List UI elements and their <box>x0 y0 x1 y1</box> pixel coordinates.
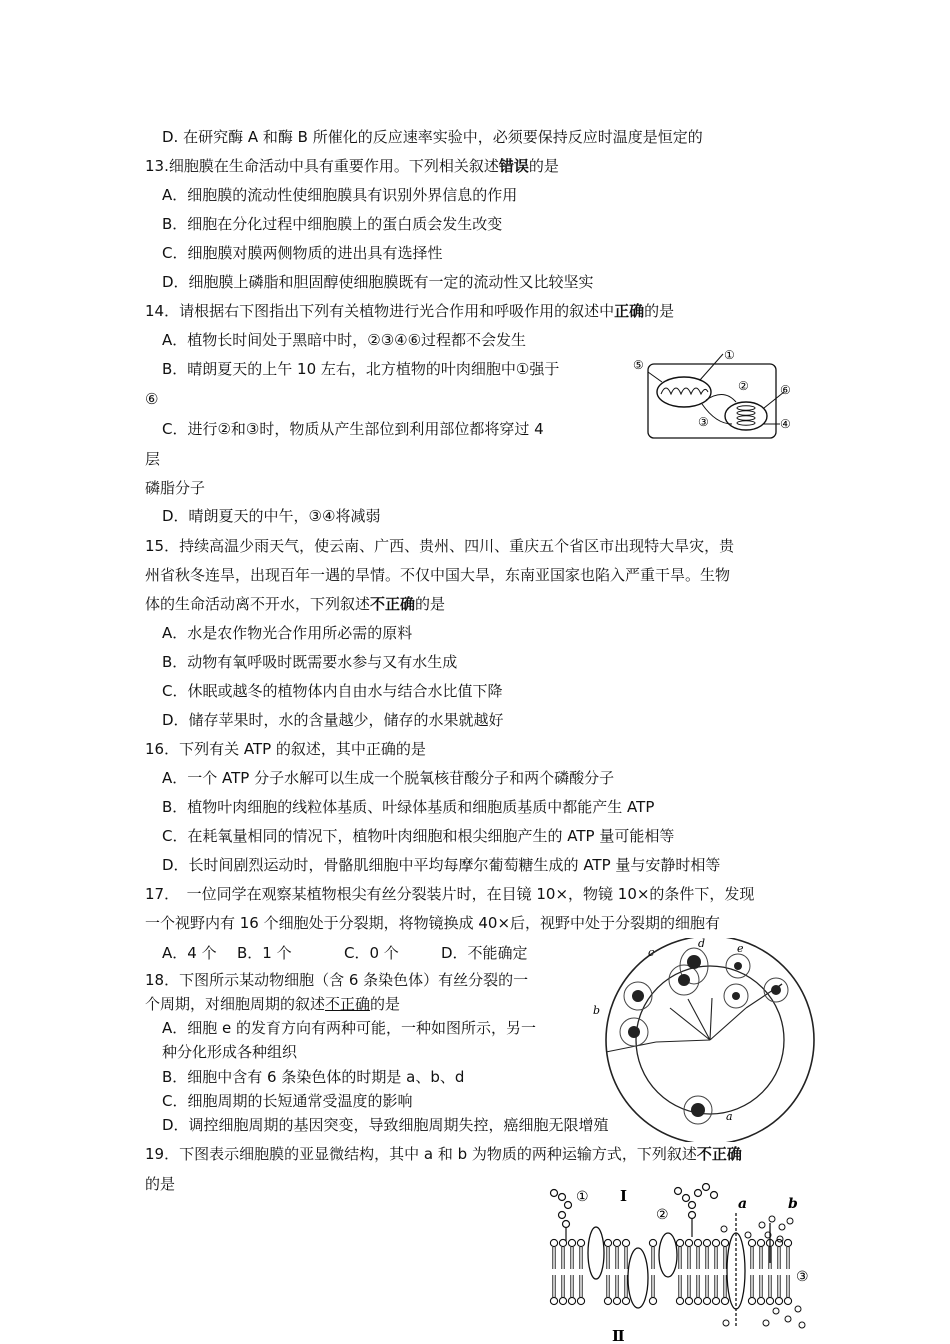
q18-cell-cycle-diagram <box>586 938 822 1142</box>
q18-option-c: C．细胞周期的长短通常受温度的影响 <box>162 1092 413 1110</box>
phospholipid-head <box>748 1239 755 1246</box>
q18-label-d: d <box>698 938 706 950</box>
q14-stem-a: 14．请根据右下图指出下列有关植物进行光合作用和呼吸作用的叙述中 <box>145 302 615 320</box>
q14-option-b-line1: B．晴朗夏天的上午 10 左右，北方植物的叶肉细胞中①强于 <box>162 360 560 378</box>
phospholipid-head <box>577 1239 584 1246</box>
phospholipid-head <box>748 1297 755 1304</box>
phospholipid-head <box>721 1297 728 1304</box>
q13-option-b: B．细胞在分化过程中细胞膜上的蛋白质会发生改变 <box>162 215 503 233</box>
q19-line1-emphasis: 不正确 <box>696 1145 742 1163</box>
phospholipid-head <box>712 1297 719 1304</box>
phospholipid-head <box>775 1297 782 1304</box>
q18-line2-emphasis: 不正确 <box>325 995 371 1013</box>
q15-line3-a: 体的生命活动离不开水，下列叙述 <box>145 595 371 613</box>
q15-option-c: C．休眠或越冬的植物体内自由水与结合水比值下降 <box>162 682 503 700</box>
chloroplast <box>725 402 767 430</box>
q14-stem-emphasis: 正确 <box>614 302 645 320</box>
phospholipid-head <box>721 1239 728 1246</box>
cell-outline <box>648 364 776 438</box>
q19-label-I: Ⅰ <box>620 1187 628 1205</box>
phospholipid-head <box>622 1239 629 1246</box>
q18-label-a: a <box>726 1110 733 1123</box>
phospholipid-head <box>568 1239 575 1246</box>
q18-label-c: c <box>648 946 655 959</box>
phospholipid-head <box>550 1239 557 1246</box>
phospholipid-head <box>685 1239 692 1246</box>
q18-line2-b: 的是 <box>370 995 401 1013</box>
q14-option-c-line3: 磷脂分子 <box>145 479 206 497</box>
q19-label-1: ① <box>576 1189 589 1205</box>
q15-line1: 15．持续高温少雨天气，使云南、广西、贵州、四川、重庆五个省区市出现特大旱灾，贵 <box>145 537 735 555</box>
q17-option-c: C．0 个 <box>344 944 399 962</box>
q19-label-3: ③ <box>796 1269 809 1285</box>
q19-line1 <box>145 1144 742 1164</box>
phospholipid-head <box>766 1297 773 1304</box>
q15-option-a: A．水是农作物光合作用所必需的原料 <box>162 624 413 642</box>
q16-stem: 16．下列有关 ATP 的叙述，其中正确的是 <box>145 740 426 758</box>
q13-stem-b: 的是 <box>528 157 559 175</box>
q14-label-2: ② <box>738 379 749 393</box>
q18-option-b: B．细胞中含有 6 条染色体的时期是 a、b、d <box>162 1068 465 1086</box>
q19-membrane-diagram <box>540 1183 820 1344</box>
q13-stem-emphasis: 错误 <box>498 157 529 175</box>
q19-line1-a: 19．下图表示细胞膜的亚显微结构，其中 a 和 b 为物质的两种运输方式，下列叙述 <box>145 1145 697 1163</box>
q14-label-4: ④ <box>780 417 791 431</box>
phospholipid-head <box>757 1297 764 1304</box>
dividing-cells <box>620 948 788 1124</box>
mitochondrion <box>657 377 711 407</box>
q13-option-c: C．细胞膜对膜两侧物质的进出具有选择性 <box>162 244 443 262</box>
q14-option-a: A．植物长时间处于黑暗中时，②③④⑥过程都不会发生 <box>162 331 527 349</box>
q16-option-c: C．在耗氧量相同的情况下，植物叶肉细胞和根尖细胞产生的 ATP 量可能相等 <box>162 827 675 845</box>
q14-label-1: ① <box>724 348 735 362</box>
q15-line3 <box>145 594 445 614</box>
phospholipid-head <box>559 1297 566 1304</box>
phospholipid-head <box>649 1297 656 1304</box>
phospholipid-head <box>577 1297 584 1304</box>
q14-cell-diagram <box>628 342 803 444</box>
q12-option-d: D. 在研究酶 A 和酶 B 所催化的反应速率实验中，必须要保持反应时温度是恒定的 <box>162 128 703 146</box>
q13-option-d: D．细胞膜上磷脂和胆固醇使细胞膜既有一定的流动性又比较坚实 <box>162 273 594 291</box>
q15-option-d: D．储存苹果时，水的含量越少，储存的水果就越好 <box>162 711 504 729</box>
q13-option-a: A．细胞膜的流动性使细胞膜具有识别外界信息的作用 <box>162 186 518 204</box>
q18-line1: 18．下图所示某动物细胞（含 6 条染色体）有丝分裂的一 <box>145 971 529 989</box>
q16-option-b: B．植物叶肉细胞的线粒体基质、叶绿体基质和细胞质基质中都能产生 ATP <box>162 798 655 816</box>
q13-stem <box>145 156 559 176</box>
phospholipid-head <box>604 1297 611 1304</box>
q18-label-b: b <box>593 1004 601 1017</box>
phospholipid-head <box>550 1297 557 1304</box>
q18-label-e: e <box>737 942 744 955</box>
membrane-proteins <box>588 1227 745 1309</box>
q13-stem-a: 13.细胞膜在生命活动中具有重要作用。下列相关叙述 <box>145 157 499 175</box>
phospholipid-head <box>757 1239 764 1246</box>
q16-option-d: D．长时间剧烈运动时，骨骼肌细胞中平均每摩尔葡萄糖生成的 ATP 量与安静时相等 <box>162 856 721 874</box>
q15-line3-emphasis: 不正确 <box>370 595 416 613</box>
q17-line2: 一个视野内有 16 个细胞处于分裂期，将物镜换成 40×后，视野中处于分裂期的细胞有 <box>145 914 721 932</box>
q17-option-b: B．1 个 <box>237 944 292 962</box>
phospholipid-heads-lower <box>550 1297 791 1304</box>
phospholipid-head <box>784 1239 791 1246</box>
phospholipid-head <box>622 1297 629 1304</box>
q14-stem <box>145 301 674 321</box>
phospholipid-head <box>784 1297 791 1304</box>
q17-option-a: A．4 个 <box>162 944 217 962</box>
phospholipid-head <box>649 1239 656 1246</box>
q18-option-a-line2: 种分化形成各种组织 <box>162 1043 298 1061</box>
phospholipid-head <box>775 1239 782 1246</box>
phospholipid-head <box>613 1239 620 1246</box>
q17-option-d: D．不能确定 <box>441 944 528 962</box>
q14-label-6: ⑥ <box>780 383 791 397</box>
q18-option-d: D．调控细胞周期的基因突变，导致细胞周期失控，癌细胞无限增殖 <box>162 1116 609 1134</box>
q17-line1: 17． 一位同学在观察某植物根尖有丝分裂装片时，在目镜 10×，物镜 10×的条件下，发现 <box>145 885 755 903</box>
q15-line3-b: 的是 <box>415 595 446 613</box>
phospholipid-head <box>676 1239 683 1246</box>
q19-line2: 的是 <box>145 1175 176 1193</box>
phospholipid-head <box>703 1297 710 1304</box>
q14-label-3: ③ <box>698 415 709 429</box>
phospholipid-head <box>703 1239 710 1246</box>
phospholipid-head <box>694 1239 701 1246</box>
q18-line2 <box>145 994 400 1014</box>
q14-option-c-line1: C．进行②和③时，物质从产生部位到利用部位都将穿过 4 <box>162 420 544 438</box>
q16-option-a: A．一个 ATP 分子水解可以生成一个脱氧核苷酸分子和两个磷酸分子 <box>162 769 615 787</box>
q14-stem-b: 的是 <box>644 302 675 320</box>
phospholipid-head <box>568 1297 575 1304</box>
q14-option-c-line2: 层 <box>145 450 161 468</box>
phospholipid-head <box>694 1297 701 1304</box>
phospholipid-head <box>613 1297 620 1304</box>
phospholipid-head <box>559 1239 566 1246</box>
q18-option-a-line1: A．细胞 e 的发育方向有两种可能，一种如图所示，另一 <box>162 1019 537 1037</box>
q14-option-d: D．晴朗夏天的中午，③④将减弱 <box>162 507 381 525</box>
q15-option-b: B．动物有氧呼吸时既需要水参与又有水生成 <box>162 653 458 671</box>
q19-label-b: b <box>788 1196 798 1212</box>
q14-option-b-line2: ⑥ <box>145 390 159 408</box>
q19-label-II: Ⅱ <box>612 1327 625 1344</box>
q19-label-a: a <box>738 1196 748 1212</box>
phospholipid-head <box>712 1239 719 1246</box>
arrow-1 <box>700 354 723 380</box>
q19-label-2: ② <box>656 1207 669 1223</box>
phospholipid-head <box>604 1239 611 1246</box>
q18-line2-a: 个周期，对细胞周期的叙述 <box>145 995 326 1013</box>
q14-label-5: ⑤ <box>633 358 644 372</box>
q15-line2: 州省秋冬连旱，出现百年一遇的旱情。不仅中国大旱，东南亚国家也陷入严重干旱。生物 <box>145 566 731 584</box>
phospholipid-head <box>685 1297 692 1304</box>
phospholipid-head <box>676 1297 683 1304</box>
arrow-5 <box>648 372 662 382</box>
